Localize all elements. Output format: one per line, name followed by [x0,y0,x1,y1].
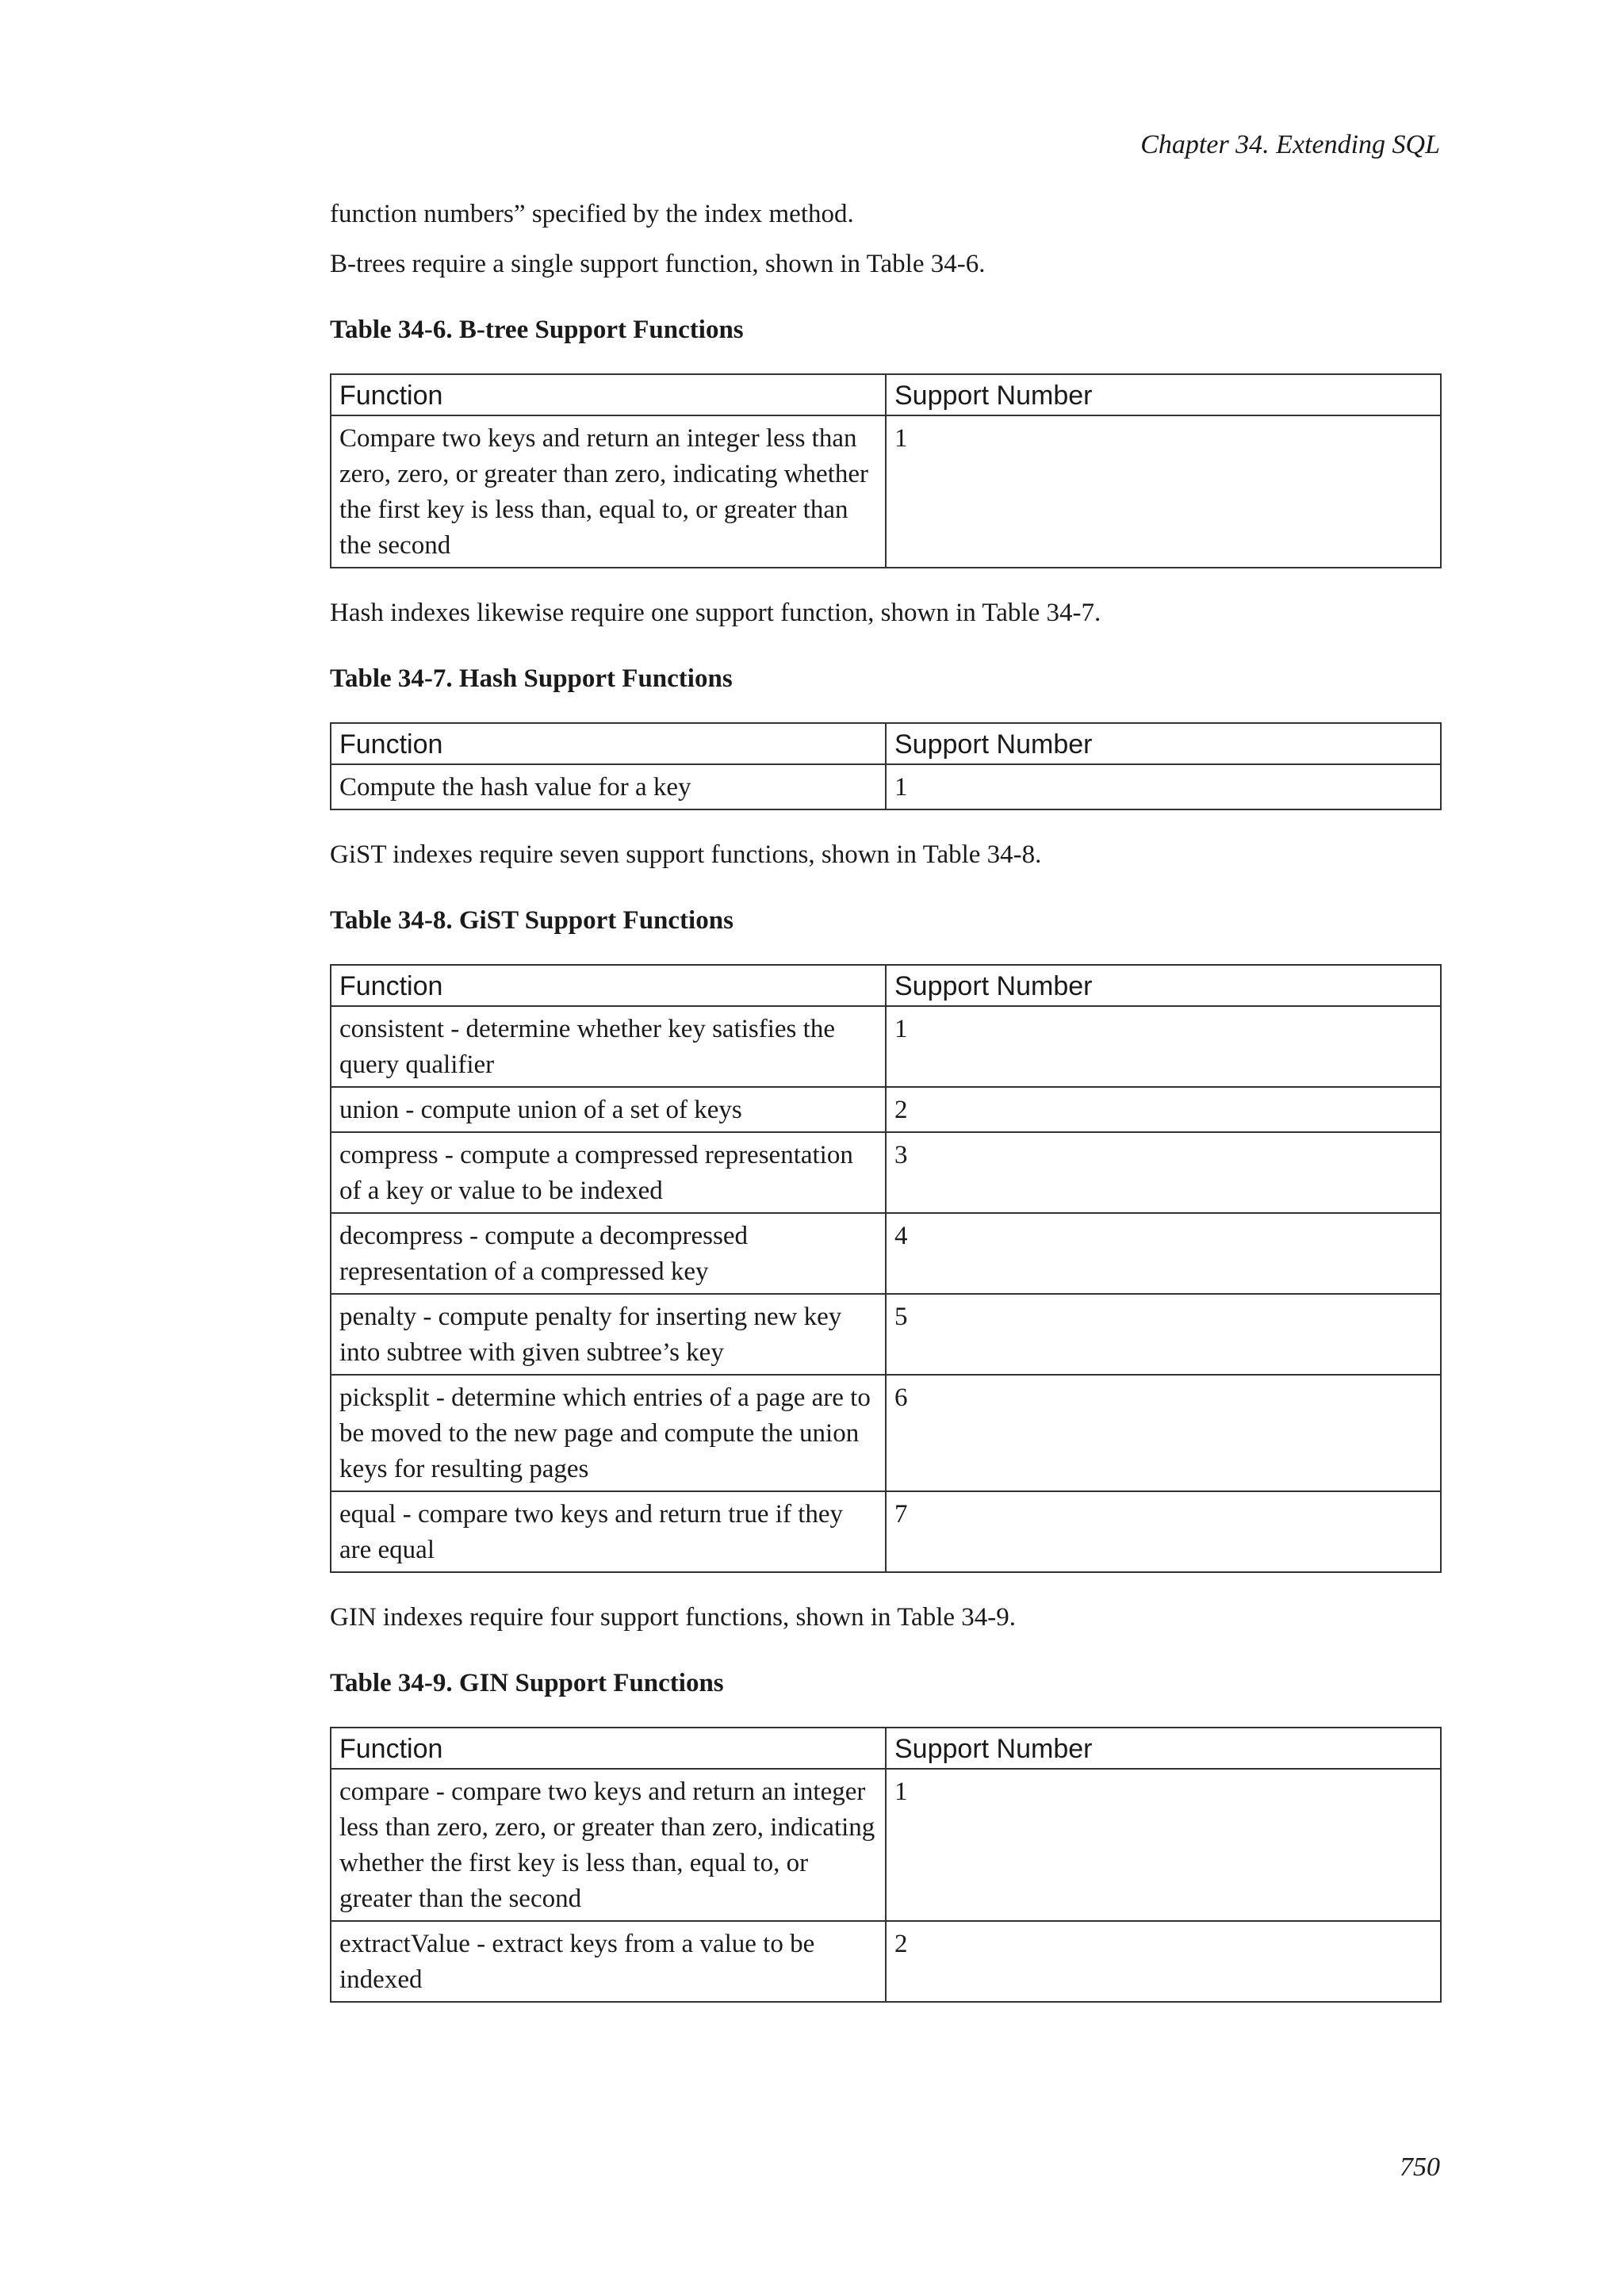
table-row [331,1921,1441,2002]
support-number-cell: 7 [886,1491,1441,1572]
support-number-cell: 6 [886,1375,1441,1491]
function-cell: equal - compare two keys and return true if they are equal [331,1491,886,1572]
running-header: Chapter 34. Extending SQL [1140,130,1440,159]
function-cell: extractValue - extract keys from a value to be indexed [331,1921,886,2002]
support-number-cell: 1 [886,415,1441,568]
table-hash-support-functions [330,722,1442,810]
support-number-cell: 2 [886,1921,1441,2002]
table-row [331,1294,1441,1375]
function-cell: Compute the hash value for a key [331,764,886,809]
table-row [331,1006,1441,1087]
table-title-gist: Table 34-8. GiST Support Functions [330,906,733,935]
function-cell: decompress - compute a decompressed representation of a compressed key [331,1213,886,1294]
column-header-function: Function [331,723,886,764]
support-number-cell: 1 [886,764,1441,809]
function-cell: Compare two keys and return an integer less than zero, zero, or greater than zero, indicating whether the first key is less than, equal to, or greater than the second [331,415,886,568]
table-title-hash: Table 34-7. Hash Support Functions [330,664,733,693]
table-header-row [331,965,1441,1006]
support-number-cell: 1 [886,1006,1441,1087]
column-header-function: Function [331,965,886,1006]
table-row [331,1769,1441,1921]
support-number-cell: 1 [886,1769,1441,1921]
table-gin-support-functions [330,1727,1442,2003]
table-btree-support-functions [330,373,1442,568]
column-header-support-number: Support Number [886,1728,1441,1769]
table-row [331,764,1441,809]
function-cell: compress - compute a compressed representation of a key or value to be indexed [331,1132,886,1213]
paragraph-gist-intro: GiST indexes require seven support functions, shown in Table 34-8. [330,840,1042,869]
paragraph-hash-intro: Hash indexes likewise require one support function, shown in Table 34-7. [330,599,1101,627]
paragraph-btree-intro: B-trees require a single support function, shown in Table 34-6. [330,250,986,278]
function-cell: picksplit - determine which entries of a page are to be moved to the new page and compute the union keys for resulting pages [331,1375,886,1491]
paragraph-gin-intro: GIN indexes require four support functions, shown in Table 34-9. [330,1603,1016,1632]
table-title-btree: Table 34-6. B-tree Support Functions [330,316,744,344]
support-number-cell: 4 [886,1213,1441,1294]
table-row [331,1491,1441,1572]
function-cell: consistent - determine whether key satisfies the query qualifier [331,1006,886,1087]
document-page [330,0,1440,2296]
table-row [331,415,1441,568]
function-cell: compare - compare two keys and return an integer less than zero, zero, or greater than zero, indicating whether the first key is less than, equal to, or greater than the second [331,1769,886,1921]
column-header-support-number: Support Number [886,965,1441,1006]
table-title-gin: Table 34-9. GIN Support Functions [330,1669,724,1697]
support-number-cell: 5 [886,1294,1441,1375]
table-row [331,1213,1441,1294]
column-header-support-number: Support Number [886,374,1441,415]
column-header-function: Function [331,374,886,415]
table-header-row [331,1728,1441,1769]
table-row [331,1132,1441,1213]
table-row [331,1375,1441,1491]
table-header-row [331,374,1441,415]
function-cell: union - compute union of a set of keys [331,1087,886,1132]
support-number-cell: 3 [886,1132,1441,1213]
page-body [330,197,1440,2030]
support-number-cell: 2 [886,1087,1441,1132]
table-gist-support-functions [330,964,1442,1573]
column-header-support-number: Support Number [886,723,1441,764]
function-cell: penalty - compute penalty for inserting new key into subtree with given subtree’s key [331,1294,886,1375]
page-number: 750 [1400,2152,1440,2182]
table-header-row [331,723,1441,764]
table-row [331,1087,1441,1132]
column-header-function: Function [331,1728,886,1769]
paragraph-intro-continuation: function numbers” specified by the index method. [330,200,854,228]
